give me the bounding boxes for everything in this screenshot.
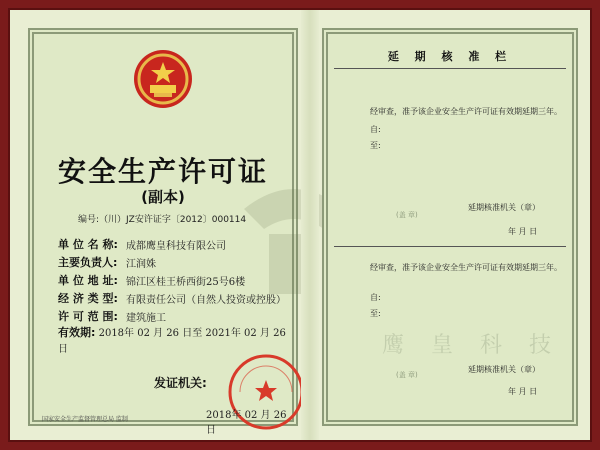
divider (334, 246, 566, 247)
certificate-number: 编号:（川）JZ安许证字〔2012〕000114 (78, 215, 247, 225)
divider (334, 68, 566, 69)
national-emblem-icon (132, 48, 194, 110)
certificate-frame (8, 8, 592, 442)
extension-2-from: 自: (370, 293, 381, 302)
field-value-address: 锦江区桂王桥西街25号6楼 (126, 277, 246, 288)
certificate-right-page (322, 28, 578, 426)
validity-label: 有效期: (58, 326, 96, 339)
validity-period (58, 324, 292, 355)
footer-text: 国家安全生产监督管理总局 监制 (42, 416, 128, 423)
field-label-scope: 许 可 范 围: (58, 310, 118, 323)
extension-2-to: 至: (370, 309, 381, 318)
certificate-subtitle: (副本) (141, 188, 185, 206)
extension-2-stamp: (盖 章) (396, 371, 418, 379)
extension-section-title: 延 期 核 准 栏 (387, 50, 513, 63)
extension-1-to: 至: (370, 141, 381, 150)
field-label-company: 单 位 名 称: (58, 238, 118, 251)
certificate-left-page (28, 28, 298, 436)
extension-1-office: 延期核准机关（章） (468, 203, 540, 212)
field-value-principal: 江润姝 (126, 259, 156, 270)
extension-1-text: 经审查，准予该企业安全生产许可证有效期延期三年。 (370, 107, 562, 116)
issue-date: 2018年 02 月 26 日 (206, 410, 287, 436)
field-label-principal: 主要负责人: (58, 256, 118, 269)
issuer-label: 发证机关: (154, 376, 207, 390)
extension-1-stamp: (盖 章) (396, 211, 418, 219)
field-value-economic-type: 有限责任公司（自然人投资或控股） (126, 295, 286, 306)
extension-2-date: 年 月 日 (508, 387, 538, 396)
field-label-address: 单 位 地 址: (58, 274, 118, 287)
field-label-economic-type: 经 济 类 型: (58, 292, 118, 305)
extension-2-office: 延期核准机关（章） (468, 365, 540, 374)
validity-value: 2018年 02 月 26 日至 2021年 02 月 26 日 (58, 328, 286, 355)
field-value-company: 成都鹰皇科技有限公司 (126, 241, 226, 252)
watermark-text: 鹰 皇 科 技 (382, 333, 561, 358)
book-spine (301, 10, 319, 440)
field-value-scope: 建筑施工 (126, 313, 166, 324)
extension-2-text: 经审查，准予该企业安全生产许可证有效期延期三年。 (370, 263, 562, 272)
extension-1-from: 自: (370, 125, 381, 134)
extension-1-date: 年 月 日 (508, 227, 538, 236)
certificate-title: 安全生产许可证 (57, 155, 268, 188)
